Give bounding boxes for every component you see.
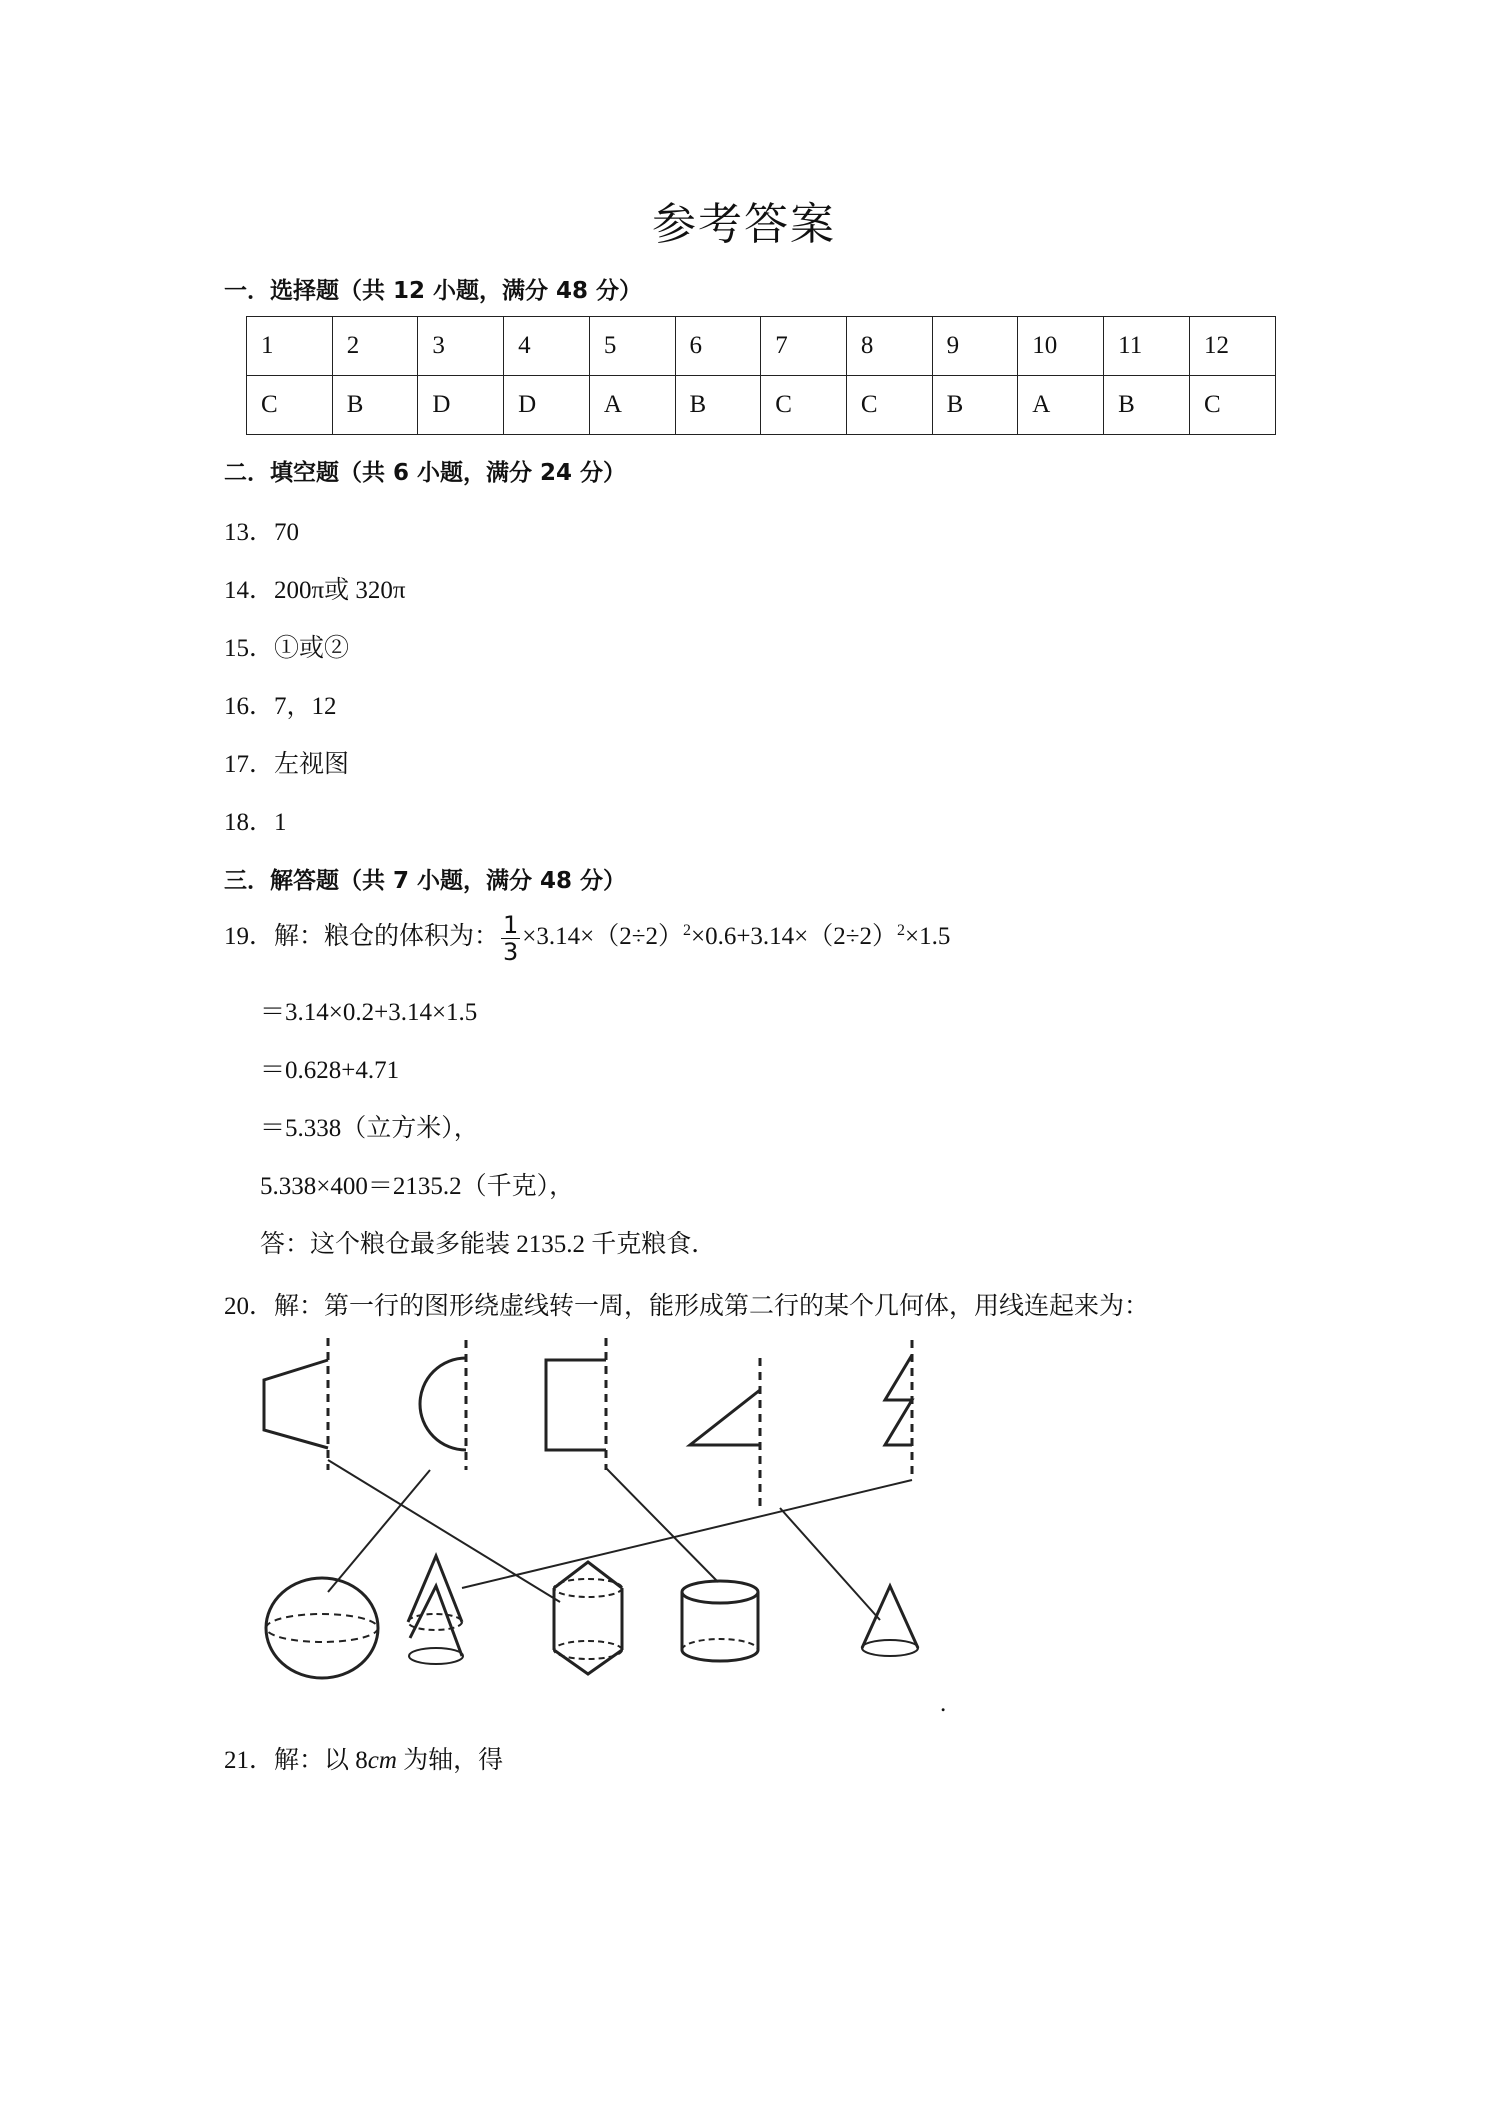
fraction-denominator: 3 [503, 938, 519, 966]
double-cone-solid [408, 1556, 463, 1664]
q19-square-1: 2 [682, 921, 691, 939]
q19-first-line [224, 912, 950, 965]
matching-lines [328, 1460, 912, 1620]
table-cell-answer: C [1190, 376, 1276, 435]
table-cell-answer: B [1104, 376, 1190, 435]
table-cell-number: 8 [846, 317, 932, 376]
table-cell-number: 10 [1018, 317, 1104, 376]
answer-15: 15．①或② [224, 635, 350, 662]
section-heading-fill: 二．填空题（共 6 小题，满分 24 分） [224, 460, 627, 486]
section-heading-choice: 一．选择题（共 12 小题，满分 48 分） [224, 278, 643, 304]
table-cell-number: 12 [1190, 317, 1276, 376]
q19-line-5: 5.338×400＝2135.2（千克）， [260, 1173, 575, 1200]
fraction-one-third [501, 912, 520, 965]
table-cell-answer: D [418, 376, 504, 435]
q21-unit: cm [367, 1747, 397, 1774]
answer-18: 18．1 [224, 809, 287, 836]
q19-prefix: 19．解：粮仓的体积为： [224, 923, 500, 951]
semicircle-shape [420, 1340, 466, 1470]
q21-text [224, 1740, 503, 1776]
zigzag-shape [885, 1340, 912, 1480]
q19-expr-c: ×1.5 [905, 923, 951, 951]
rotation-matching-figure [240, 1330, 980, 1710]
table-row-numbers [247, 317, 1276, 376]
rectangle-shape [546, 1338, 606, 1470]
page-title: 参考答案 [652, 199, 836, 250]
table-cell-number: 4 [504, 317, 590, 376]
trapezoid-shape [264, 1338, 328, 1470]
q19-line-3: ＝0.628+4.71 [260, 1057, 400, 1084]
q21-text-b: 为轴，得 [396, 1747, 504, 1774]
table-cell-number: 9 [932, 317, 1018, 376]
q19-line-4: ＝5.338（立方米）， [260, 1115, 479, 1142]
table-cell-answer: B [332, 376, 418, 435]
table-cell-answer: C [846, 376, 932, 435]
q19-line-2: ＝3.14×0.2+3.14×1.5 [260, 999, 478, 1026]
table-cell-answer: C [247, 376, 333, 435]
q19-expr-b: ×0.6+3.14×（2÷2） [690, 923, 897, 951]
cone-solid [862, 1586, 918, 1656]
cylinder-with-cones-solid [554, 1562, 622, 1674]
table-row-answers [247, 376, 1276, 435]
sphere-solid [266, 1578, 378, 1678]
table-cell-number: 5 [589, 317, 675, 376]
choice-answer-table [246, 316, 1276, 435]
table-cell-answer: D [504, 376, 590, 435]
table-cell-number: 11 [1104, 317, 1190, 376]
table-cell-number: 1 [247, 317, 333, 376]
table-cell-number: 6 [675, 317, 761, 376]
table-cell-answer: A [1018, 376, 1104, 435]
answer-13: 13．70 [224, 519, 300, 546]
q20-text: 20．解：第一行的图形绕虚线转一周，能形成第二行的某个几何体，用线连起来为： [224, 1293, 1150, 1320]
figure-trailing-dot: . [940, 1690, 947, 1717]
table-cell-number: 3 [418, 317, 504, 376]
q19-line-6: 答：这个粮仓最多能装 2135.2 千克粮食． [260, 1231, 717, 1258]
answer-17: 17．左视图 [224, 751, 350, 778]
table-cell-answer: C [761, 376, 847, 435]
table-cell-answer: B [675, 376, 761, 435]
q19-square-2: 2 [897, 921, 905, 939]
q19-expr-a: ×3.14×（2÷2） [522, 923, 683, 951]
cylinder-solid [682, 1581, 758, 1661]
fraction-numerator: 1 [503, 911, 519, 939]
table-cell-answer: B [932, 376, 1018, 435]
q21-text-a: 21．解：以 8 [224, 1747, 368, 1774]
table-cell-number: 7 [761, 317, 847, 376]
table-cell-number: 2 [332, 317, 418, 376]
section-heading-solve: 三．解答题（共 7 小题，满分 48 分） [224, 868, 627, 894]
answer-14: 14．200π或 320π [224, 577, 406, 604]
table-cell-answer: A [589, 376, 675, 435]
answer-16: 16．7，12 [224, 693, 337, 720]
right-triangle-shape [690, 1358, 760, 1510]
